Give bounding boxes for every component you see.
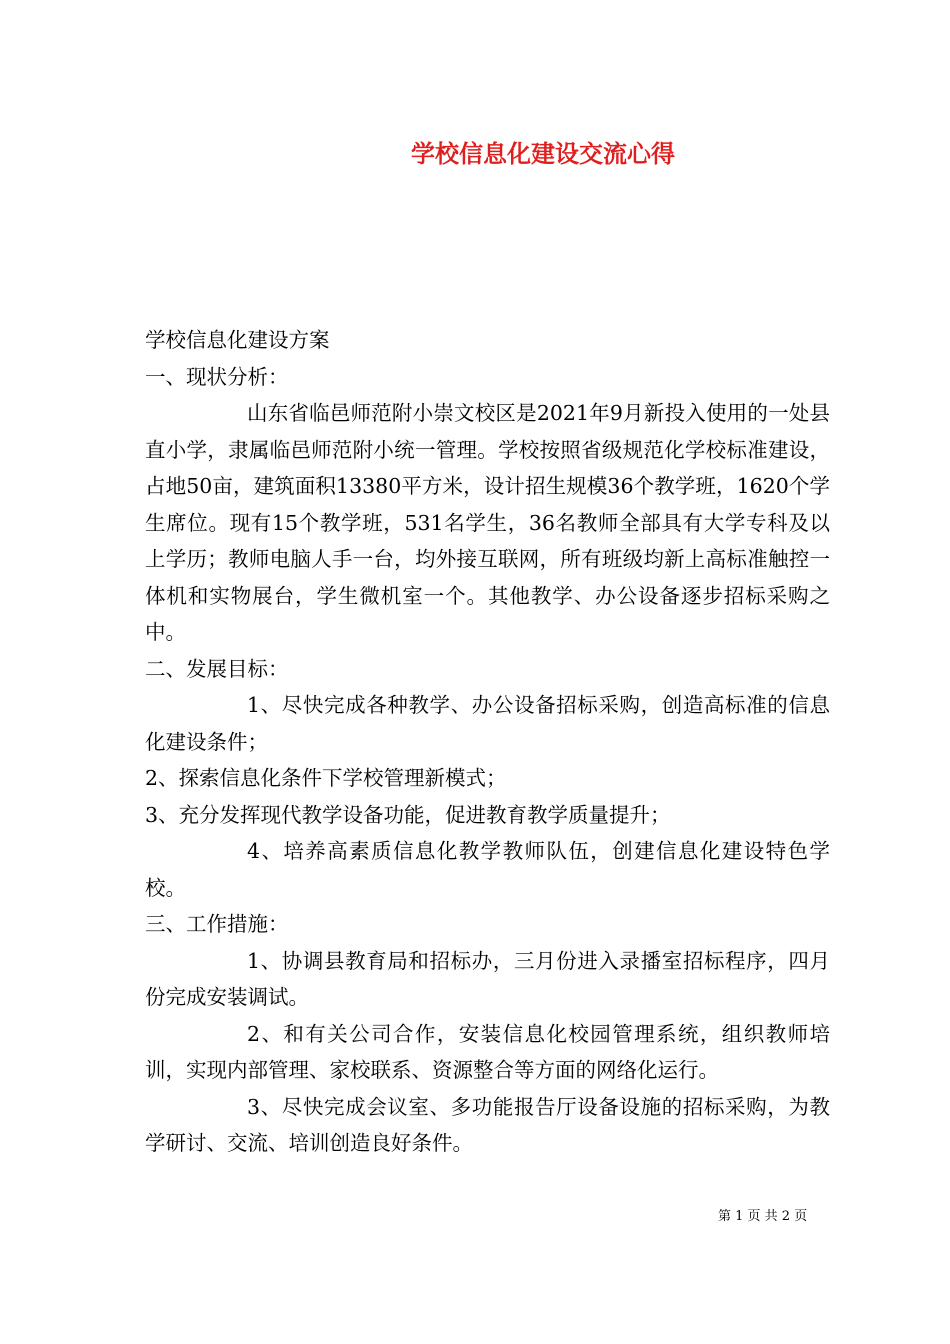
page-number-footer: 第 1 页 共 2 页 — [718, 1209, 808, 1224]
measure-item-1: 1、协调县教育局和招标办，三月份进入录播室招标程序，四月份完成安装调试。 — [145, 948, 830, 1009]
measure-item-3: 3、尽快完成会议室、多功能报告厅设备设施的招标采购，为教学研讨、交流、培训创造良好条件。 — [145, 1094, 830, 1155]
goal-item-4: 4、培养高素质信息化教学教师队伍，创建信息化建设特色学校。 — [145, 839, 830, 900]
goal-item-1: 1、尽快完成各种教学、办公设备招标采购，创造高标准的信息化建设条件； — [145, 693, 830, 754]
section-heading-status: 一、现状分析： — [145, 364, 289, 389]
document-title: 学校信息化建设交流心得 — [411, 140, 675, 168]
plan-heading: 学校信息化建设方案 — [145, 328, 330, 352]
measure-item-2: 2、和有关公司合作，安装信息化校园管理系统，组织教师培训，实现内部管理、家校联系、资源整合等方面的网络化运行。 — [145, 1021, 830, 1082]
paragraph-status-analysis: 山东省临邑师范附小崇文校区是2021年9月新投入使用的一处县直小学，隶属临邑师范附小统一管理。学校按照省级规范化学校标准建设，占地50亩，建筑面积13380平方米，设计招生规模36个教学班，1620个学生席位。现有15个教学班，531名学生，36名教师全部具有大学专科及以上学历；教师电脑人手一台，均外接互联网，所有班级均新上高标准触控一体机和实物展台，学生微机室一个。其他教学、办公设备逐步招标采购之中。 — [145, 401, 830, 644]
goal-item-2: 2、探索信息化条件下学校管理新模式； — [145, 766, 507, 790]
document-body — [145, 322, 830, 1162]
goal-item-3: 3、充分发挥现代教学设备功能，促进教育教学质量提升； — [145, 802, 671, 827]
section-heading-measures: 三、工作措施： — [145, 912, 289, 936]
section-heading-goals: 二、发展目标： — [145, 656, 289, 681]
